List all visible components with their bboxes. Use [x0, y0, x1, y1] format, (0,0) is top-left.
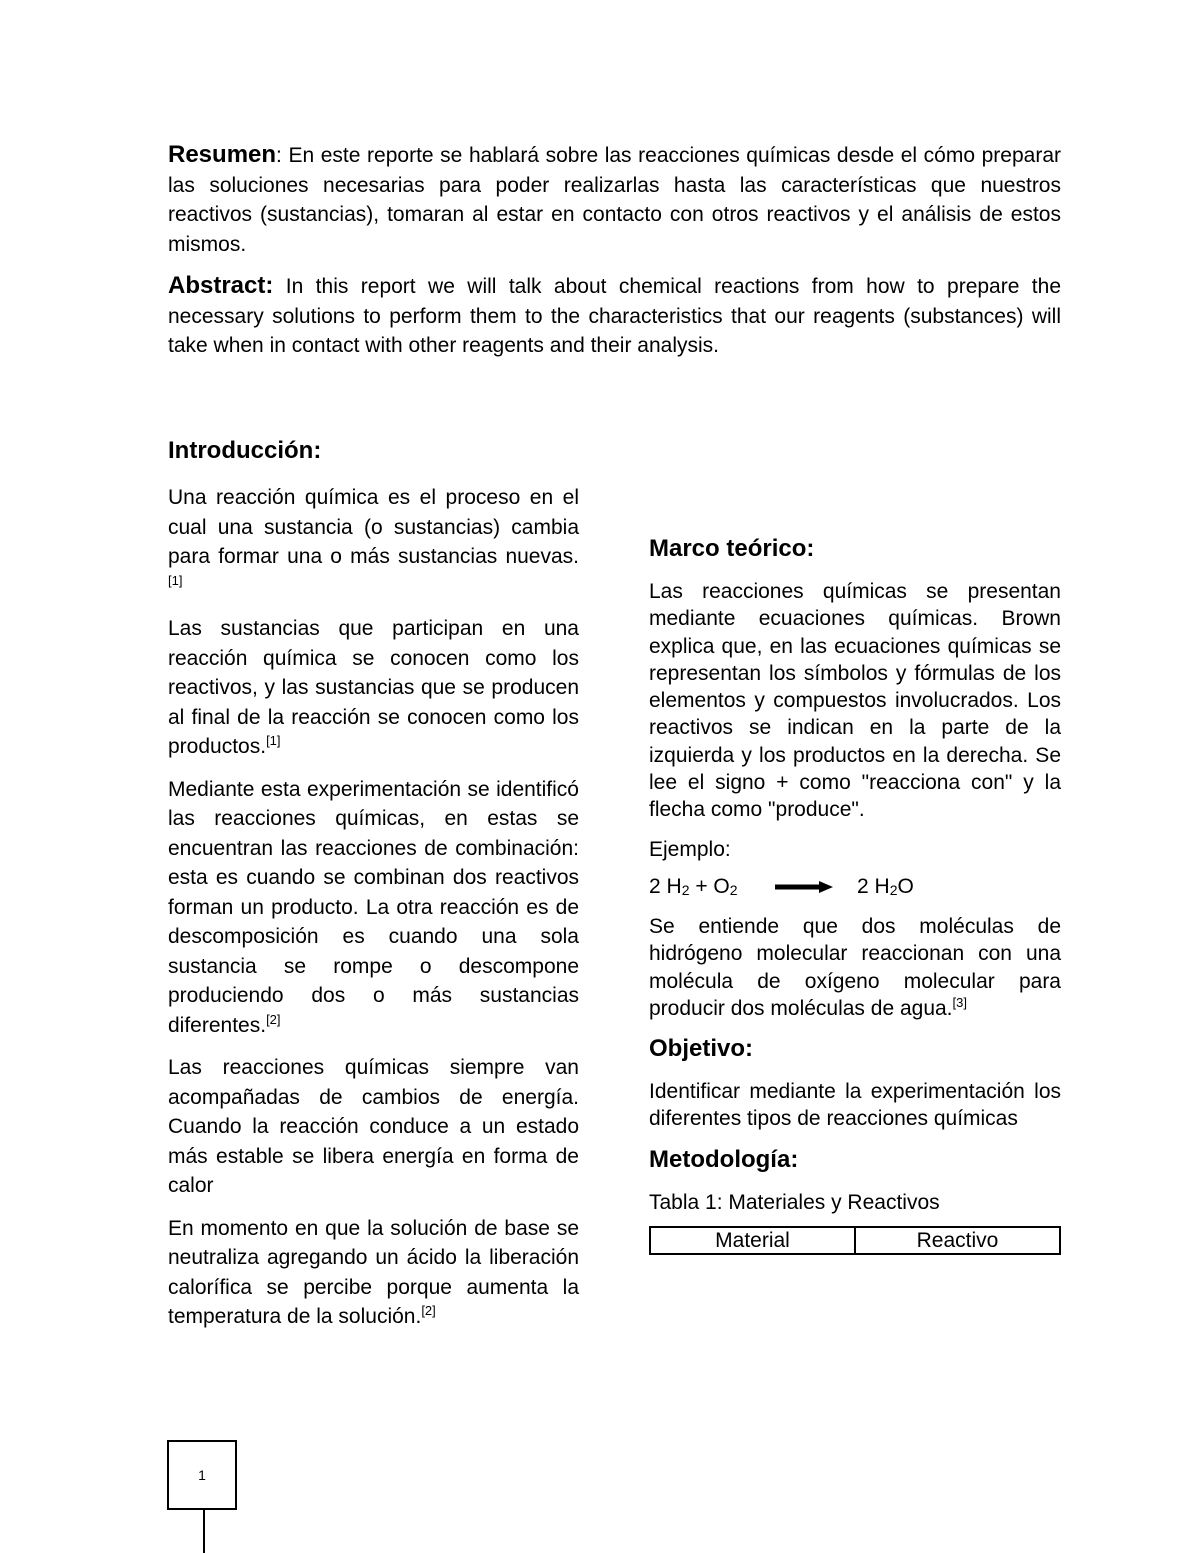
equation-product: 2 $H_2O$ [857, 874, 914, 898]
objetivo-paragraph: Identificar mediante la experimentación los diferentes tipos de reacciones químicas [649, 1080, 1061, 1131]
chemical-equation [649, 873, 1061, 901]
page-number-box [167, 1440, 237, 1510]
intro-text-1: Una reacción química es el proceso en el cual una sustancia (o sustancias) cambia para formar una o más sustancias nuevas. [168, 486, 579, 568]
introduccion-heading: Introducción: [168, 437, 322, 464]
resumen-paragraph [168, 140, 1061, 259]
citation: [1] [266, 733, 281, 748]
intro-paragraph-2 [168, 614, 579, 762]
abstract-paragraph [168, 271, 1061, 361]
left-column [168, 436, 579, 1345]
marco-paragraph-1: Las reacciones químicas se presentan mediante ecuaciones químicas. Brown explica que, en las ecuaciones químicas se representan los símbolos y fórmulas de los elementos y compuestos involucrados. Los reactivos se indican en la parte de la izquierda y los productos en la derecha. Se lee el signo + como "reacciona con" y la flecha como "produce". [649, 580, 1061, 822]
intro-paragraph-1 [168, 483, 579, 601]
equation-reactants: 2 $H_2 + O_2$ [649, 874, 738, 898]
marco-paragraph-2 [649, 913, 1061, 1022]
table-header-reactivo: Reactivo [854, 1228, 1059, 1253]
resumen-label: Resumen [168, 141, 277, 168]
reaction-arrow-icon [775, 880, 833, 894]
citation: [2] [421, 1303, 436, 1318]
abstract-label: Abstract: [168, 272, 274, 299]
citation: [2] [266, 1011, 281, 1027]
table-caption: Tabla 1: Materiales y Reactivos [649, 1190, 940, 1214]
metodologia-heading: Metodología: [649, 1145, 799, 1173]
summary-section [168, 140, 1061, 361]
intro-text-5: En momento en que la solución de base se neutraliza agregando un ácido la liberación calorífica se percibe porque aumenta la temperatura de la solución. [168, 1216, 579, 1328]
intro-text-2: Las sustancias que participan en una reacción química se conocen como los reactivos, y las sustancias que se producen al final de la reacción se conocen como los productos. [168, 617, 579, 758]
intro-paragraph-4: Las reacciones químicas siempre van acompañadas de cambios de energía. Cuando la reacción conduce a un estado más estable se libera energía en forma de calor [168, 1056, 579, 1197]
intro-paragraph-3 [168, 775, 579, 1041]
citation: [1] [168, 572, 183, 588]
page-number-connector [203, 1510, 205, 1553]
materials-table-header [649, 1226, 1061, 1255]
marco-teorico-heading: Marco teórico: [649, 535, 815, 562]
table-header-material: Material [715, 1229, 790, 1253]
intro-text-3: Mediante esta experimentación se identificó las reacciones químicas, en estas se encuentran las reacciones de combinación: esta es cuando se combinan dos reactivos forman un producto. La otra reacción es de descomposición es cuando una sola sustancia se rompe o descompone produciendo dos o más sustancias diferentes. [168, 777, 579, 1037]
intro-paragraph-5 [168, 1214, 579, 1332]
resumen-text: : En este reporte se hablará sobre las reacciones químicas desde el cómo preparar las soluciones necesarias para poder realizarlas hasta las características que nuestros reactivos (sustancias), tomaran al estar en contacto con otros reactivos y el análisis de estos mismos. [168, 144, 1061, 256]
page-number: 1 [198, 1467, 206, 1483]
citation: [3] [952, 994, 967, 1010]
ejemplo-label: Ejemplo: [649, 837, 731, 861]
right-column [649, 534, 1061, 1255]
marco-text-2: Se entiende que dos moléculas de hidrógeno molecular reaccionan con una molécula de oxígeno molecular para producir dos moléculas de agua. [649, 914, 1061, 1020]
objetivo-heading: Objetivo: [649, 1035, 754, 1063]
abstract-text: In this report we will talk about chemical reactions from how to prepare the necessary solutions to perform them to the characteristics that our reagents (substances) will take when in contact with other reagents and their analysis. [168, 275, 1061, 357]
